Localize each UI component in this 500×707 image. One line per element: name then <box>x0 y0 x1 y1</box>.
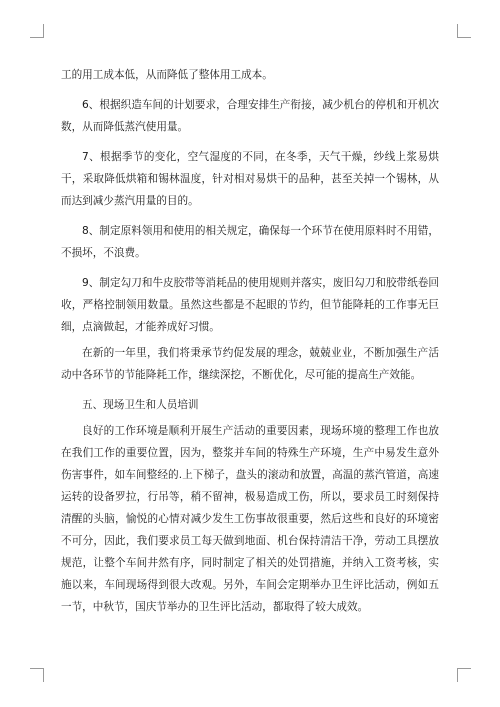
crop-mark-top-right <box>457 24 471 38</box>
paragraph-item-7: 7、根据季节的变化，空气湿度的不同，在冬季，天气干燥，纱线上浆易烘干，采取降低烘箱和锡林温度，针对相对易烘干的品种，甚至关掉一个锡林，从而达到减少蒸汽用量的目的。 <box>61 151 439 207</box>
paragraph-environment: 良好的工作环境是顺利开展生产活动的重要因素，现场环境的整理工作也放在我们工作的重要位置，因为，整浆并车间的特殊生产环境，生产中易发生意外伤害事件，如车间整经的.上下梯子，盘头的滚动和放置，高温的蒸汽管道，高速运转的设备罗拉，行吊等，稍不留神，极易造成工伤，所以，要求员工时刻保持清醒的头脑，愉悦的心情对减少发生工伤事故很重要，然后这些和良好的环境密不可分，因此，我们要求员工每天做到地面、机台保持清洁干净，劳动工具摆放规范，让整个车间井然有序，同时制定了相关的处罚措施，并纳入工资考核，实施以来，车间现场得到很大改观。另外，车间会定期举办卫生评比活动，例如五一节，中秋节，国庆节举办的卫生评比活动，都取得了较大成效。 <box>61 425 439 613</box>
paragraph-item-6: 6、根据织造车间的计划要求，合理安排生产衔接，减少机台的停机和开机次数，从而降低蒸汽使用量。 <box>61 99 439 133</box>
crop-mark-bottom-right <box>457 668 471 682</box>
document-body <box>61 64 439 618</box>
paragraph-item-8: 8、制定原料领用和使用的相关规定，确保每一个环节在使用原料时不用错，不损坏，不浪费。 <box>61 225 439 259</box>
crop-mark-bottom-left <box>30 668 44 682</box>
crop-mark-top-left <box>30 24 44 38</box>
paragraph-continuation: 工的用工成本低，从而降低了整体用工成本。 <box>61 69 273 81</box>
paragraph-item-9: 9、制定勾刀和牛皮胶带等消耗品的使用规则并落实，废旧勾刀和胶带纸卷回收，严格控制领用数量。虽然这些都是不起眼的节约，但节能降耗的工作事无巨细，点滴做起，才能养成好习惯。 <box>61 277 439 333</box>
section-heading: 五、现场卫生和人员培训 <box>82 399 199 411</box>
paragraph-summary: 在新的一年里，我们将秉承节约促发展的理念，兢兢业业，不断加强生产活动中各环节的节能降耗工作，继续深挖，不断优化，尽可能的提高生产效能。 <box>61 347 439 381</box>
